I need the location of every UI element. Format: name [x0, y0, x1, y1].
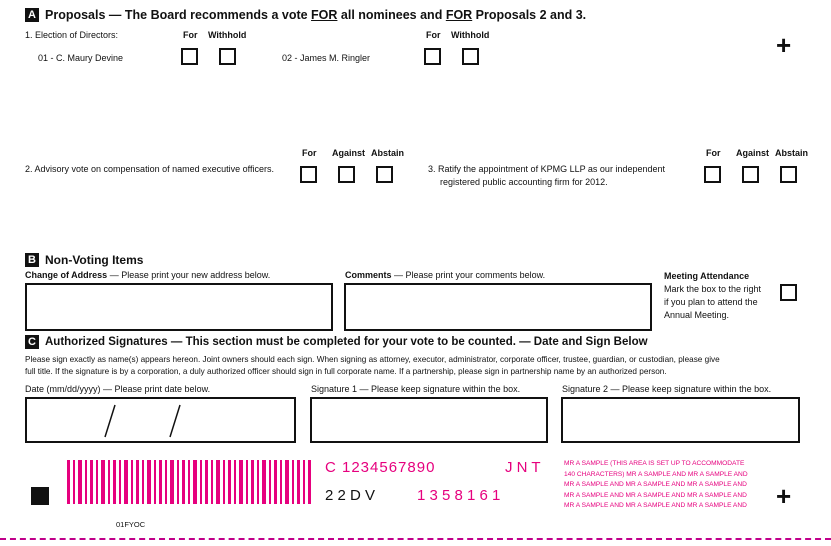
proposal-2-against-checkbox[interactable]	[338, 166, 355, 183]
proposal-3-line-2: registered public accounting firm for 2012.	[440, 177, 608, 187]
account-number: 1 3 5 8 1 6 1	[417, 487, 501, 504]
jnt-code: J N T	[505, 459, 541, 476]
p2-col-against: Against	[332, 148, 366, 158]
section-a-title: Proposals — The Board recommends a vote FOR all nominees and FOR Proposals 2 and 3.	[45, 8, 587, 22]
meeting-attendance-checkbox[interactable]	[780, 284, 797, 301]
date-label: Date (mm/dd/yyyy) — Please print date below.	[25, 384, 211, 394]
barcode	[67, 460, 311, 504]
meeting-line-2: if you plan to attend the	[664, 297, 758, 307]
col-for-1: For	[183, 30, 198, 40]
signature-1-label: Signature 1 — Please keep signature within the box.	[311, 384, 521, 394]
nominee-2-name: 02 - James M. Ringler	[282, 53, 371, 63]
section-a-header	[25, 8, 586, 22]
sample-name-block: MR A SAMPLE (THIS AREA IS SET UP TO ACCOMMODATE 140 CHARACTERS) MR A SAMPLE AND MR A SAMPLE AND MR A SAMPLE AND MR A SAMPLE AND MR A SAMPLE AND MR A SAMPLE AND MR A SAMPLE AND MR A SAMPLE AND MR A SAMPLE AND MR A SAMPLE AND MR A SAMPLE AND	[564, 460, 748, 509]
section-b-title: Non-Voting Items	[45, 253, 144, 267]
comments-box[interactable]	[344, 283, 652, 331]
section-c-header	[25, 335, 648, 349]
change-address-box[interactable]	[25, 283, 333, 331]
election-label: 1. Election of Directors:	[25, 30, 119, 40]
meeting-line-1: Mark the box to the right	[664, 284, 762, 294]
nominee-2-for-checkbox[interactable]	[424, 48, 441, 65]
p3-col-abstain: Abstain	[775, 148, 809, 158]
proposal-2-for-checkbox[interactable]	[300, 166, 317, 183]
control-number: C 1234567890	[325, 459, 436, 476]
form-code: 2 2 D V	[325, 487, 376, 504]
section-letter-c: C	[25, 335, 39, 349]
comments-label: Comments — Please print your comments below.	[345, 270, 546, 280]
proposal-3-abstain-checkbox[interactable]	[780, 166, 797, 183]
section-letter-a: A	[25, 8, 39, 22]
p3-col-for: For	[706, 148, 721, 158]
proposal-3-for-checkbox[interactable]	[704, 166, 721, 183]
plus-mark-bottom: +	[776, 481, 792, 511]
p2-col-abstain: Abstain	[371, 148, 405, 158]
meeting-line-3: Annual Meeting.	[664, 310, 730, 320]
signature-instructions-2: full title. If the signature is by a corporation, a duly authorized officer should sign in full corporate name. If a partnership, please sign in partnership name by an authorized person.	[25, 367, 667, 376]
section-letter-b: B	[25, 253, 39, 267]
signature-instructions-1: Please sign exactly as name(s) appears hereon. Joint owners should each sign. When signing as attorney, executor, administrator, corporate officer, trustee, guardian, or custodian, please give	[25, 355, 720, 364]
plus-mark-top: +	[776, 30, 792, 60]
p2-col-for: For	[302, 148, 317, 158]
col-withhold-2: Withhold	[451, 30, 490, 40]
form-id: 01FYOC	[116, 520, 146, 529]
nominee-1-name: 01 - C. Maury Devine	[38, 53, 124, 63]
section-b-header	[25, 253, 143, 267]
signature-2-label: Signature 2 — Please keep signature within the box.	[562, 384, 772, 394]
nominee-1-for-checkbox[interactable]	[181, 48, 198, 65]
col-withhold-1: Withhold	[208, 30, 247, 40]
nominee-2-withhold-checkbox[interactable]	[462, 48, 479, 65]
nominee-1-withhold-checkbox[interactable]	[219, 48, 236, 65]
signature-1-box[interactable]	[310, 397, 548, 443]
p3-col-against: Against	[736, 148, 770, 158]
date-separators	[27, 399, 294, 441]
col-for-2: For	[426, 30, 441, 40]
tear-line	[0, 538, 831, 540]
proposal-3-line-1: 3. Ratify the appointment of KPMG LLP as our independent	[428, 164, 665, 174]
meeting-attendance-title: Meeting Attendance	[664, 271, 750, 281]
change-address-label: Change of Address — Please print your new address below.	[25, 270, 271, 280]
proposal-2-abstain-checkbox[interactable]	[376, 166, 393, 183]
section-c-title: Authorized Signatures — This section must be completed for your vote to be counted. — Date and Sign Below	[45, 336, 648, 348]
proposal-3-against-checkbox[interactable]	[742, 166, 759, 183]
registration-square	[31, 487, 49, 505]
signature-2-box[interactable]	[561, 397, 800, 443]
date-box[interactable]	[25, 397, 296, 443]
proposal-2-text: 2. Advisory vote on compensation of named executive officers.	[25, 164, 274, 174]
